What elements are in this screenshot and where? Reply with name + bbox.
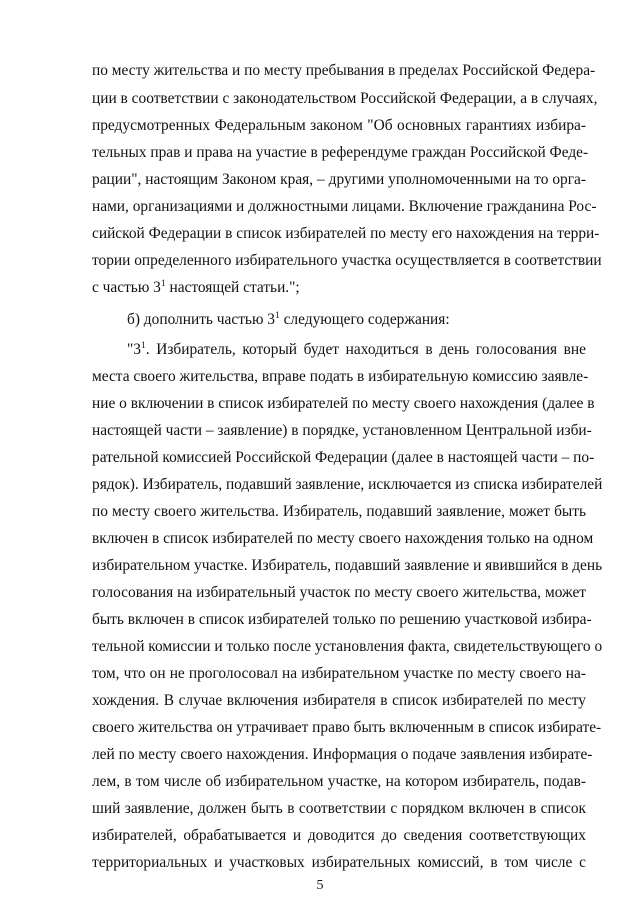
page-number: 5: [316, 878, 324, 893]
text-line: лем, в том числе об избирательном участке, на котором избиратель, подав-: [92, 773, 586, 790]
text-line: [92, 276, 586, 300]
text-line: ние о включении в список избирателей по месту своего нахождения (далее в: [92, 395, 595, 412]
superscript: 1: [275, 311, 280, 321]
text-line: лей по месту своего нахождения. Информация о подаче заявления избирате-: [92, 746, 593, 763]
text-line: сийской Федерации в список избирателей по месту его нахождения на терри-: [92, 225, 600, 242]
text-line: [127, 338, 586, 362]
text-line: тельной комиссии и только после установления факта, свидетельствующего о: [92, 638, 603, 655]
text-line: быть включен в список избирателей только по решению участковой избира-: [92, 611, 592, 628]
text-segment: настоящей статьи.";: [165, 279, 300, 296]
text-line: хождения. В случае включения избирателя в список избирателей по месту: [92, 692, 586, 709]
text-line: тельных прав и права на участие в референдуме граждан Российской Феде-: [92, 144, 589, 161]
text-line: по месту своего жительства. Избиратель, подавший заявление, может быть: [92, 503, 586, 520]
text-line: том, что он не проголосовал на избирательном участке по месту своего на-: [92, 665, 586, 682]
text-segment: с частью 3: [92, 279, 161, 296]
text-line: избирателей, обрабатывается и доводится до сведения соответствующих: [92, 827, 586, 844]
text-segment: следующего содержания:: [279, 311, 450, 328]
text-line: избирательном участке. Избиратель, подавший заявление и явившийся в день: [92, 557, 603, 574]
text-line: нами, организациями и должностными лицами. Включение гражданина Рос-: [92, 198, 597, 215]
text-line: рации", настоящим Законом края, – другими уполномоченными на то орга-: [92, 171, 586, 188]
text-line: [127, 308, 586, 332]
superscript: 1: [160, 279, 166, 289]
text-line: территориальных и участковых избирательных комиссий, в том числе с: [92, 854, 586, 871]
text-line: своего жительства он утрачивает право быть включенным в список избирате-: [92, 719, 602, 736]
text-segment: . Избиратель, который будет находиться в день голосования вне: [145, 341, 586, 358]
text-line: по месту жительства и по месту пребывания в пределах Российской Федера-: [92, 62, 596, 79]
text-segment: б) дополнить частью 3: [127, 311, 275, 328]
text-line: предусмотренных Федеральным законом "Об основных гарантиях избира-: [92, 117, 586, 134]
superscript: 1: [140, 341, 146, 351]
text-line: голосования на избирательный участок по месту своего жительства, может: [92, 584, 586, 601]
text-line: рательной комиссией Российской Федерации (далее в настоящей части – по-: [92, 449, 595, 466]
text-line: ции в соответствии с законодательством Российской Федерации, а в случаях,: [92, 90, 598, 107]
text-segment: "3: [127, 341, 141, 358]
text-line: рядок). Избиратель, подавший заявление, исключается из списка избирателей: [92, 476, 603, 493]
text-line: включен в список избирателей по месту своего нахождения только на одном: [92, 530, 594, 547]
text-line: места своего жительства, вправе подать в избирательную комиссию заявле-: [92, 368, 589, 385]
text-line: тории определенного избирательного участка осуществляется в соответствии: [92, 252, 602, 269]
text-line: настоящей части – заявление) в порядке, установленном Центральной изби-: [92, 422, 592, 439]
text-line: ший заявление, должен быть в соответствии с порядком включен в список: [92, 800, 586, 817]
